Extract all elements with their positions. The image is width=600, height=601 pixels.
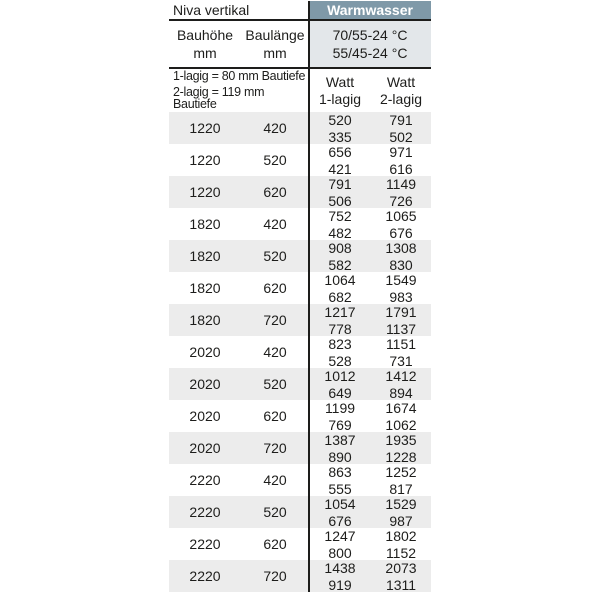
baulaenge-value: 520	[263, 152, 287, 168]
table-body	[169, 112, 431, 592]
watt-2lagig-55-45-value: 830	[389, 256, 413, 273]
watt-2lagig-header	[371, 69, 431, 112]
bauhoehe-value: 1820	[189, 248, 221, 264]
baulaenge-value: 620	[263, 280, 287, 296]
cell-bauhoehe	[169, 176, 241, 208]
cell-baulaenge	[241, 400, 309, 432]
cell-bauhoehe	[169, 304, 241, 336]
cell-baulaenge	[241, 368, 309, 400]
watt-2lagig-55-45-value: 983	[389, 288, 413, 305]
watt-2lagig-55-45-value: 726	[389, 192, 413, 209]
cell-watt-1lagig	[309, 272, 371, 304]
subheader-row	[169, 69, 431, 112]
bauhoehe-value: 2220	[189, 504, 221, 520]
bautiefe-note	[169, 69, 309, 112]
baulaenge-header	[241, 21, 309, 67]
watt-1lagig-70-55-value: 1247	[324, 527, 356, 544]
cell-bauhoehe	[169, 336, 241, 368]
cell-baulaenge	[241, 240, 309, 272]
cell-baulaenge	[241, 272, 309, 304]
watt-2lagig-55-45-value: 894	[389, 384, 413, 401]
cell-bauhoehe	[169, 368, 241, 400]
cell-bauhoehe	[169, 560, 241, 592]
cell-watt-2lagig	[371, 304, 431, 336]
watt-2lagig-70-55-value: 1065	[385, 207, 417, 224]
cell-watt-2lagig	[371, 560, 431, 592]
watt-1lagig-55-45-value: 528	[328, 352, 352, 369]
watt-2lagig-70-55-value: 1935	[385, 431, 417, 448]
watt-2lagig-55-45-value: 731	[389, 352, 413, 369]
bauhoehe-value: 1820	[189, 216, 221, 232]
cell-baulaenge	[241, 112, 309, 144]
bauhoehe-value: 1220	[189, 152, 221, 168]
cell-bauhoehe	[169, 432, 241, 464]
baulaenge-value: 620	[263, 408, 287, 424]
table-row	[169, 496, 431, 528]
watt-2lagig-55-45-value: 1228	[385, 448, 417, 465]
watt-1lagig-70-55-value: 791	[328, 175, 352, 192]
table-row	[169, 400, 431, 432]
cell-bauhoehe	[169, 112, 241, 144]
cell-baulaenge	[241, 496, 309, 528]
cell-watt-1lagig	[309, 496, 371, 528]
cell-bauhoehe	[169, 144, 241, 176]
cell-bauhoehe	[169, 496, 241, 528]
watt-2lagig-55-45-value: 1137	[385, 320, 417, 337]
cell-watt-1lagig	[309, 528, 371, 560]
watt-2lagig-header-line-2: 2-lagig	[379, 91, 423, 107]
watt-2lagig-70-55-value: 2073	[385, 559, 417, 576]
bauhoehe-value: 2220	[189, 472, 221, 488]
watt-2lagig-70-55-value: 1791	[385, 303, 417, 320]
cell-baulaenge	[241, 336, 309, 368]
cell-baulaenge	[241, 208, 309, 240]
cell-watt-2lagig	[371, 208, 431, 240]
cell-baulaenge	[241, 464, 309, 496]
baulaenge-value: 420	[263, 344, 287, 360]
cell-watt-2lagig	[371, 528, 431, 560]
watt-2lagig-55-45-value: 987	[389, 512, 413, 529]
cell-watt-1lagig	[309, 464, 371, 496]
baulaenge-label: Baulänge	[245, 27, 305, 43]
cell-watt-1lagig	[309, 240, 371, 272]
watt-2lagig-70-55-value: 1412	[385, 367, 417, 384]
bauhoehe-value: 2020	[189, 344, 221, 360]
series-title: Niva vertikal	[173, 2, 250, 18]
cell-bauhoehe	[169, 400, 241, 432]
table-row	[169, 464, 431, 496]
watt-1lagig-70-55-value: 908	[328, 239, 352, 256]
watt-2lagig-70-55-value: 1252	[385, 463, 417, 480]
watt-1lagig-70-55-value: 1064	[324, 271, 356, 288]
watt-1lagig-70-55-value: 1199	[324, 399, 356, 416]
watt-2lagig-70-55-value: 791	[389, 111, 413, 128]
bautiefe-note-line-2: 2-lagig = 119 mm Bautiefe	[173, 84, 265, 112]
temperature-header	[309, 21, 431, 67]
watt-1lagig-55-45-value: 555	[328, 480, 352, 497]
cell-watt-1lagig	[309, 336, 371, 368]
cell-watt-1lagig	[309, 208, 371, 240]
table-row	[169, 368, 431, 400]
table-row	[169, 304, 431, 336]
watt-1lagig-55-45-value: 649	[328, 384, 352, 401]
bauhoehe-label: Bauhöhe	[176, 27, 234, 43]
watt-1lagig-70-55-value: 1387	[324, 431, 356, 448]
bauhoehe-value: 2020	[189, 376, 221, 392]
watt-1lagig-55-45-value: 335	[328, 128, 352, 145]
cell-watt-1lagig	[309, 304, 371, 336]
bauhoehe-value: 2220	[189, 536, 221, 552]
watt-2lagig-55-45-value: 1062	[385, 416, 417, 433]
cell-watt-1lagig	[309, 432, 371, 464]
watt-2lagig-55-45-value: 502	[389, 128, 413, 145]
cell-watt-2lagig	[371, 432, 431, 464]
warmwasser-header: Warmwasser	[309, 1, 431, 19]
watt-1lagig-70-55-value: 656	[328, 143, 352, 160]
watt-2lagig-55-45-value: 1311	[385, 576, 417, 593]
watt-1lagig-70-55-value: 863	[328, 463, 352, 480]
baulaenge-value: 520	[263, 248, 287, 264]
watt-2lagig-55-45-value: 1152	[385, 544, 417, 561]
baulaenge-value: 420	[263, 216, 287, 232]
bauhoehe-value: 2020	[189, 440, 221, 456]
watt-1lagig-70-55-value: 520	[328, 111, 352, 128]
cell-watt-1lagig	[309, 112, 371, 144]
cell-watt-1lagig	[309, 176, 371, 208]
watt-1lagig-55-45-value: 506	[328, 192, 352, 209]
temperature-line-2: 55/45-24 °C	[332, 45, 408, 61]
watt-1lagig-header	[309, 69, 371, 112]
cell-bauhoehe	[169, 208, 241, 240]
table-row	[169, 240, 431, 272]
watt-1lagig-header-line-1: Watt	[325, 74, 355, 90]
watt-2lagig-70-55-value: 1149	[385, 175, 417, 192]
cell-baulaenge	[241, 144, 309, 176]
cell-watt-2lagig	[371, 272, 431, 304]
cell-watt-2lagig	[371, 240, 431, 272]
watt-2lagig-70-55-value: 1674	[385, 399, 417, 416]
watt-2lagig-header-line-1: Watt	[386, 74, 416, 90]
watt-2lagig-55-45-value: 676	[389, 224, 413, 241]
cell-bauhoehe	[169, 272, 241, 304]
cell-bauhoehe	[169, 464, 241, 496]
watt-1lagig-55-45-value: 919	[328, 576, 352, 593]
watt-2lagig-70-55-value: 1529	[385, 495, 417, 512]
section-divider-line	[308, 1, 310, 592]
cell-watt-2lagig	[371, 336, 431, 368]
cell-baulaenge	[241, 176, 309, 208]
temperature-line-1: 70/55-24 °C	[332, 27, 408, 43]
baulaenge-value: 420	[263, 120, 287, 136]
table-row	[169, 176, 431, 208]
bauhoehe-value: 2020	[189, 408, 221, 424]
bauhoehe-unit: mm	[193, 45, 217, 61]
table-row	[169, 432, 431, 464]
cell-watt-2lagig	[371, 368, 431, 400]
table-row	[169, 272, 431, 304]
cell-watt-2lagig	[371, 112, 431, 144]
watt-1lagig-55-45-value: 800	[328, 544, 352, 561]
watt-1lagig-55-45-value: 778	[328, 320, 352, 337]
cell-watt-2lagig	[371, 400, 431, 432]
column-header-row	[169, 21, 431, 69]
cell-watt-2lagig	[371, 464, 431, 496]
watt-2lagig-70-55-value: 1802	[385, 527, 417, 544]
table-row	[169, 112, 431, 144]
baulaenge-value: 620	[263, 184, 287, 200]
table-row	[169, 528, 431, 560]
cell-watt-2lagig	[371, 144, 431, 176]
bauhoehe-value: 1820	[189, 312, 221, 328]
watt-2lagig-70-55-value: 1151	[385, 335, 417, 352]
watt-1lagig-55-45-value: 682	[328, 288, 352, 305]
watt-1lagig-70-55-value: 1438	[324, 559, 356, 576]
cell-bauhoehe	[169, 240, 241, 272]
cell-watt-1lagig	[309, 144, 371, 176]
watt-1lagig-55-45-value: 482	[328, 224, 352, 241]
watt-1lagig-70-55-value: 823	[328, 335, 352, 352]
watt-1lagig-70-55-value: 1012	[324, 367, 356, 384]
watt-1lagig-70-55-value: 1054	[324, 495, 356, 512]
bauhoehe-value: 1220	[189, 120, 221, 136]
cell-baulaenge	[241, 528, 309, 560]
baulaenge-value: 420	[263, 472, 287, 488]
cell-baulaenge	[241, 560, 309, 592]
cell-watt-1lagig	[309, 560, 371, 592]
cell-watt-2lagig	[371, 176, 431, 208]
table-row	[169, 336, 431, 368]
table-title-row	[169, 1, 431, 21]
baulaenge-value: 720	[263, 568, 287, 584]
table-row	[169, 560, 431, 592]
watt-1lagig-header-line-2: 1-lagig	[318, 91, 362, 107]
baulaenge-value: 520	[263, 504, 287, 520]
watt-1lagig-55-45-value: 769	[328, 416, 352, 433]
baulaenge-value: 520	[263, 376, 287, 392]
cell-baulaenge	[241, 432, 309, 464]
watt-2lagig-55-45-value: 817	[389, 480, 413, 497]
table-row	[169, 208, 431, 240]
baulaenge-value: 720	[263, 440, 287, 456]
cell-watt-2lagig	[371, 496, 431, 528]
spec-table	[169, 1, 431, 592]
bauhoehe-value: 1220	[189, 184, 221, 200]
watt-1lagig-55-45-value: 582	[328, 256, 352, 273]
watt-2lagig-70-55-value: 971	[389, 143, 413, 160]
cell-watt-1lagig	[309, 400, 371, 432]
bauhoehe-value: 2220	[189, 568, 221, 584]
bauhoehe-value: 1820	[189, 280, 221, 296]
cell-baulaenge	[241, 304, 309, 336]
cell-watt-1lagig	[309, 368, 371, 400]
watt-1lagig-55-45-value: 890	[328, 448, 352, 465]
cell-bauhoehe	[169, 528, 241, 560]
watt-2lagig-70-55-value: 1549	[385, 271, 417, 288]
baulaenge-value: 620	[263, 536, 287, 552]
watt-1lagig-55-45-value: 421	[328, 160, 352, 177]
watt-1lagig-55-45-value: 676	[328, 512, 352, 529]
watt-2lagig-55-45-value: 616	[389, 160, 413, 177]
watt-2lagig-70-55-value: 1308	[385, 239, 417, 256]
table-row	[169, 144, 431, 176]
baulaenge-unit: mm	[263, 45, 287, 61]
baulaenge-value: 720	[263, 312, 287, 328]
watt-1lagig-70-55-value: 1217	[324, 303, 356, 320]
bauhoehe-header	[169, 21, 241, 67]
bautiefe-note-line-1: 1-lagig = 80 mm Bautiefe	[173, 69, 306, 84]
watt-1lagig-70-55-value: 752	[328, 207, 352, 224]
